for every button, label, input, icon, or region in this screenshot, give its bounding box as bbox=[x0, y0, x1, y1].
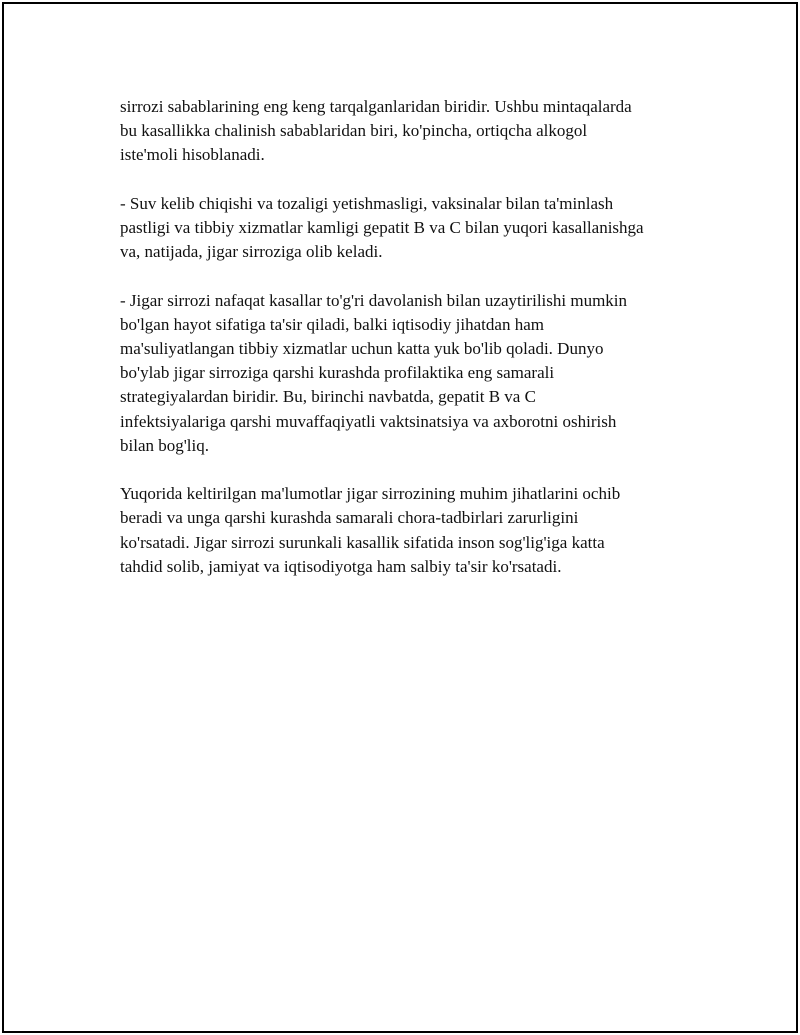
text-line: bo'ylab jigar sirroziga qarshi kurashda profilaktika eng samarali bbox=[120, 363, 555, 383]
text-line: - Suv kelib chiqishi va tozaligi yetishmasligi, vaksinalar bilan ta'minlash bbox=[120, 193, 614, 213]
text-line: bilan bog'liq. bbox=[120, 435, 210, 455]
paragraph-1 bbox=[120, 95, 700, 168]
document-page bbox=[2, 2, 798, 1033]
text-line: bo'lgan hayot sifatiga ta'sir qiladi, balki iqtisodiy jihatdan ham bbox=[120, 314, 544, 334]
text-line: bu kasallikka chalinish sabablaridan biri, ko'pincha, ortiqcha alkogol bbox=[120, 121, 588, 141]
text-line: ma'suliyatlangan tibbiy xizmatlar uchun katta yuk bo'lib qoladi. Dunyo bbox=[120, 339, 604, 358]
text-line: sirrozi sabablarining eng keng tarqalganlaridan biridir. Ushbu mintaqalarda bbox=[120, 97, 632, 116]
document-body bbox=[120, 95, 700, 603]
text-line: ko'rsatadi. Jigar sirrozi surunkali kasallik sifatida inson sog'lig'iga katta bbox=[120, 532, 605, 552]
text-line: - Jigar sirrozi nafaqat kasallar to'g'ri davolanish bilan uzaytirilishi mumkin bbox=[120, 290, 628, 310]
text-line: va, natijada, jigar sirroziga olib keladi. bbox=[120, 242, 383, 262]
text-line: pastligi va tibbiy xizmatlar kamligi gepatit B va C bilan yuqori kasallanishga bbox=[120, 218, 644, 237]
text-line: beradi va unga qarshi kurashda samarali chora-tadbirlari zarurligini bbox=[120, 508, 579, 528]
paragraph-4 bbox=[120, 482, 700, 579]
text-line: strategiyalardan biridir. Bu, birinchi navbatda, gepatit B va C bbox=[120, 387, 536, 407]
text-line: tahdid solib, jamiyat va iqtisodiyotga ham salbiy ta'sir ko'rsatadi. bbox=[120, 556, 562, 576]
text-line: iste'moli hisoblanadi. bbox=[120, 145, 265, 165]
paragraph-3 bbox=[120, 289, 700, 458]
text-line: Yuqorida keltirilgan ma'lumotlar jigar sirrozining muhim jihatlarini ochib bbox=[120, 484, 621, 504]
paragraph-2 bbox=[120, 192, 700, 265]
text-line: infektsiyalariga qarshi muvaffaqiyatli vaktsinatsiya va axborotni oshirish bbox=[120, 411, 617, 431]
